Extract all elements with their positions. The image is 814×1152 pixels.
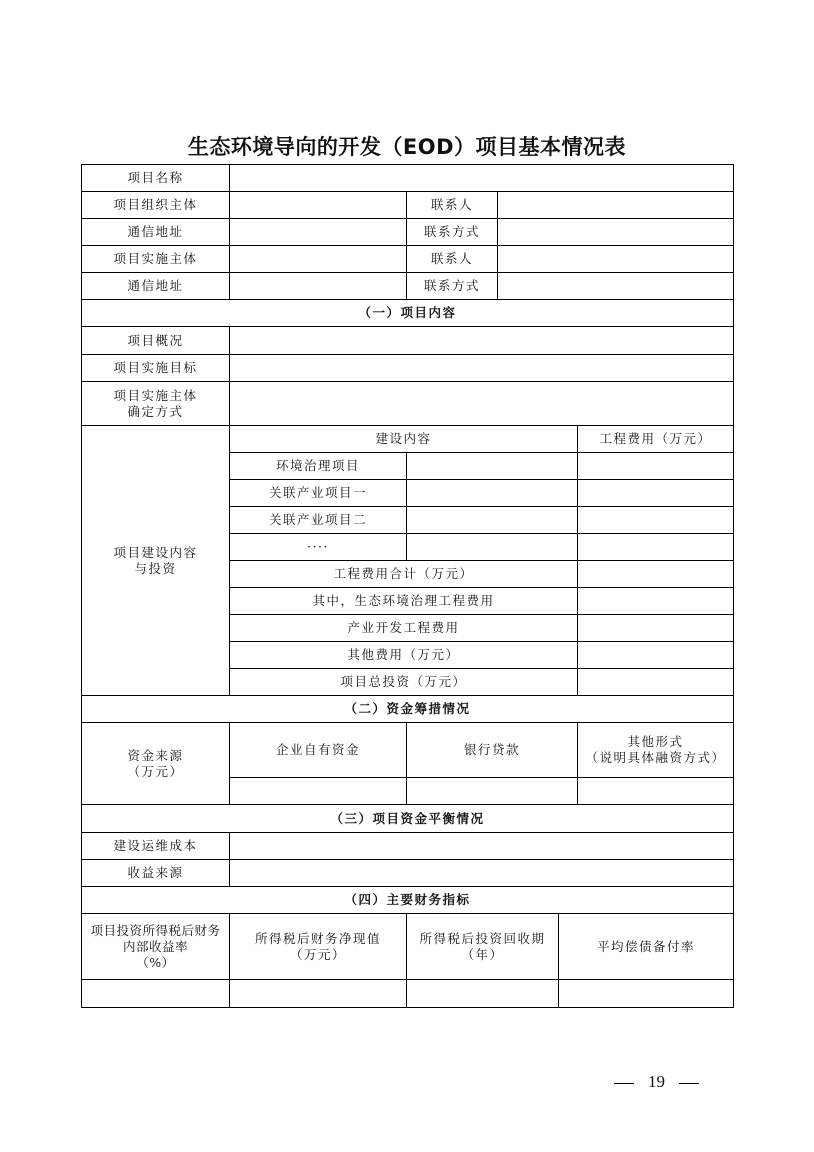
ind-cost-field[interactable] bbox=[578, 615, 734, 642]
project-name-field[interactable] bbox=[230, 165, 734, 192]
eng-total-field[interactable] bbox=[578, 561, 734, 588]
other-funding-line1: 其他形式 bbox=[627, 734, 684, 749]
section-finance: （四）主要财务指标 bbox=[82, 887, 734, 914]
page-title: 生态环境导向的开发（EOD）项目基本情况表 bbox=[187, 135, 627, 159]
organizer-contact-method-field[interactable] bbox=[498, 219, 734, 246]
implementer-contact-method-field[interactable] bbox=[498, 273, 734, 300]
overview-label: 项目概况 bbox=[82, 327, 230, 355]
industry1-cost-field[interactable] bbox=[578, 480, 734, 507]
npv-line2: （万元） bbox=[289, 946, 346, 962]
dscr-field[interactable] bbox=[559, 980, 734, 1008]
ellipsis-field[interactable] bbox=[407, 534, 578, 561]
bank-loan-field[interactable] bbox=[407, 778, 578, 805]
npv-header bbox=[230, 914, 407, 980]
implementer-address-label: 通信地址 bbox=[82, 273, 230, 300]
industry2-label: 关联产业项目二 bbox=[230, 507, 407, 534]
bank-loan-header: 银行贷款 bbox=[407, 723, 578, 778]
investment-label bbox=[82, 426, 230, 696]
payback-field[interactable] bbox=[407, 980, 559, 1008]
target-label: 项目实施目标 bbox=[82, 355, 230, 382]
dscr-header: 平均偿债备付率 bbox=[559, 914, 734, 980]
eng-cost-header: 工程费用（万元） bbox=[578, 426, 734, 453]
implementer-contact-field[interactable] bbox=[498, 246, 734, 273]
page-number bbox=[600, 1072, 720, 1092]
organizer-field[interactable] bbox=[230, 192, 407, 219]
method-label-line1: 项目实施主体 bbox=[113, 387, 198, 403]
irr-header bbox=[82, 914, 230, 980]
funding-source-line1: 资金来源 bbox=[127, 747, 184, 763]
industry1-label: 关联产业项目一 bbox=[230, 480, 407, 507]
funding-source-line2: （万元） bbox=[127, 763, 184, 779]
investment-label-line1: 项目建设内容 bbox=[113, 544, 198, 560]
other-funding-line2: （说明具体融资方式） bbox=[585, 750, 726, 765]
project-name-label: 项目名称 bbox=[82, 165, 230, 192]
own-funds-field[interactable] bbox=[230, 778, 407, 805]
irr-line2: 内部收益率 bbox=[122, 938, 188, 954]
organizer-address-field[interactable] bbox=[230, 219, 407, 246]
page-number-right-dash bbox=[679, 1083, 699, 1084]
env-item-field[interactable] bbox=[407, 453, 578, 480]
other-funding-field[interactable] bbox=[578, 778, 734, 805]
industry2-field[interactable] bbox=[407, 507, 578, 534]
payback-header bbox=[407, 914, 559, 980]
cost-label: 建设运维成本 bbox=[82, 833, 230, 860]
income-label: 收益来源 bbox=[82, 860, 230, 887]
section-project-content: （一）项目内容 bbox=[82, 300, 734, 327]
section-funding: （二）资金筹措情况 bbox=[82, 696, 734, 723]
page-number-value: 19 bbox=[648, 1072, 665, 1091]
page-number-left-dash bbox=[614, 1083, 634, 1084]
total-invest-field[interactable] bbox=[578, 669, 734, 696]
implementer-contact-label: 联系人 bbox=[407, 246, 498, 273]
payback-line2: （年） bbox=[461, 946, 504, 962]
method-label-line2: 确定方式 bbox=[127, 403, 184, 419]
own-funds-header: 企业自有资金 bbox=[230, 723, 407, 778]
ellipsis-cost-field[interactable] bbox=[578, 534, 734, 561]
ellipsis-label: ···· bbox=[230, 534, 407, 561]
env-item-cost-field[interactable] bbox=[578, 453, 734, 480]
section-balance: （三）项目资金平衡情况 bbox=[82, 805, 734, 833]
organizer-contact-label: 联系人 bbox=[407, 192, 498, 219]
investment-label-line2: 与投资 bbox=[134, 560, 177, 576]
eco-cost-label: 其中，生态环境治理工程费用 bbox=[230, 588, 578, 615]
build-content-header: 建设内容 bbox=[230, 426, 578, 453]
funding-source-label bbox=[82, 723, 230, 805]
env-item-label: 环境治理项目 bbox=[230, 453, 407, 480]
industry2-cost-field[interactable] bbox=[578, 507, 734, 534]
ind-cost-label: 产业开发工程费用 bbox=[230, 615, 578, 642]
implementer-contact-method-label: 联系方式 bbox=[407, 273, 498, 300]
organizer-contact-field[interactable] bbox=[498, 192, 734, 219]
organizer-label: 项目组织主体 bbox=[82, 192, 230, 219]
other-cost-label: 其他费用（万元） bbox=[230, 642, 578, 669]
total-invest-label: 项目总投资（万元） bbox=[230, 669, 578, 696]
income-field[interactable] bbox=[230, 860, 734, 887]
implementer-field[interactable] bbox=[230, 246, 407, 273]
irr-line3: （%） bbox=[136, 954, 175, 970]
eng-total-label: 工程费用合计（万元） bbox=[230, 561, 578, 588]
overview-field[interactable] bbox=[230, 327, 734, 355]
npv-field[interactable] bbox=[230, 980, 407, 1008]
method-label bbox=[82, 382, 230, 426]
irr-field[interactable] bbox=[82, 980, 230, 1008]
eco-cost-field[interactable] bbox=[578, 588, 734, 615]
organizer-address-label: 通信地址 bbox=[82, 219, 230, 246]
target-field[interactable] bbox=[230, 355, 734, 382]
industry1-field[interactable] bbox=[407, 480, 578, 507]
implementer-address-field[interactable] bbox=[230, 273, 407, 300]
irr-line1: 项目投资所得税后财务 bbox=[90, 922, 221, 938]
eod-project-form bbox=[81, 164, 734, 1008]
method-field[interactable] bbox=[230, 382, 734, 426]
implementer-label: 项目实施主体 bbox=[82, 246, 230, 273]
npv-line1: 所得税后财务净现值 bbox=[254, 930, 381, 946]
organizer-contact-method-label: 联系方式 bbox=[407, 219, 498, 246]
cost-field[interactable] bbox=[230, 833, 734, 860]
other-funding-header bbox=[578, 723, 734, 778]
other-cost-field[interactable] bbox=[578, 642, 734, 669]
payback-line1: 所得税后投资回收期 bbox=[419, 930, 546, 946]
